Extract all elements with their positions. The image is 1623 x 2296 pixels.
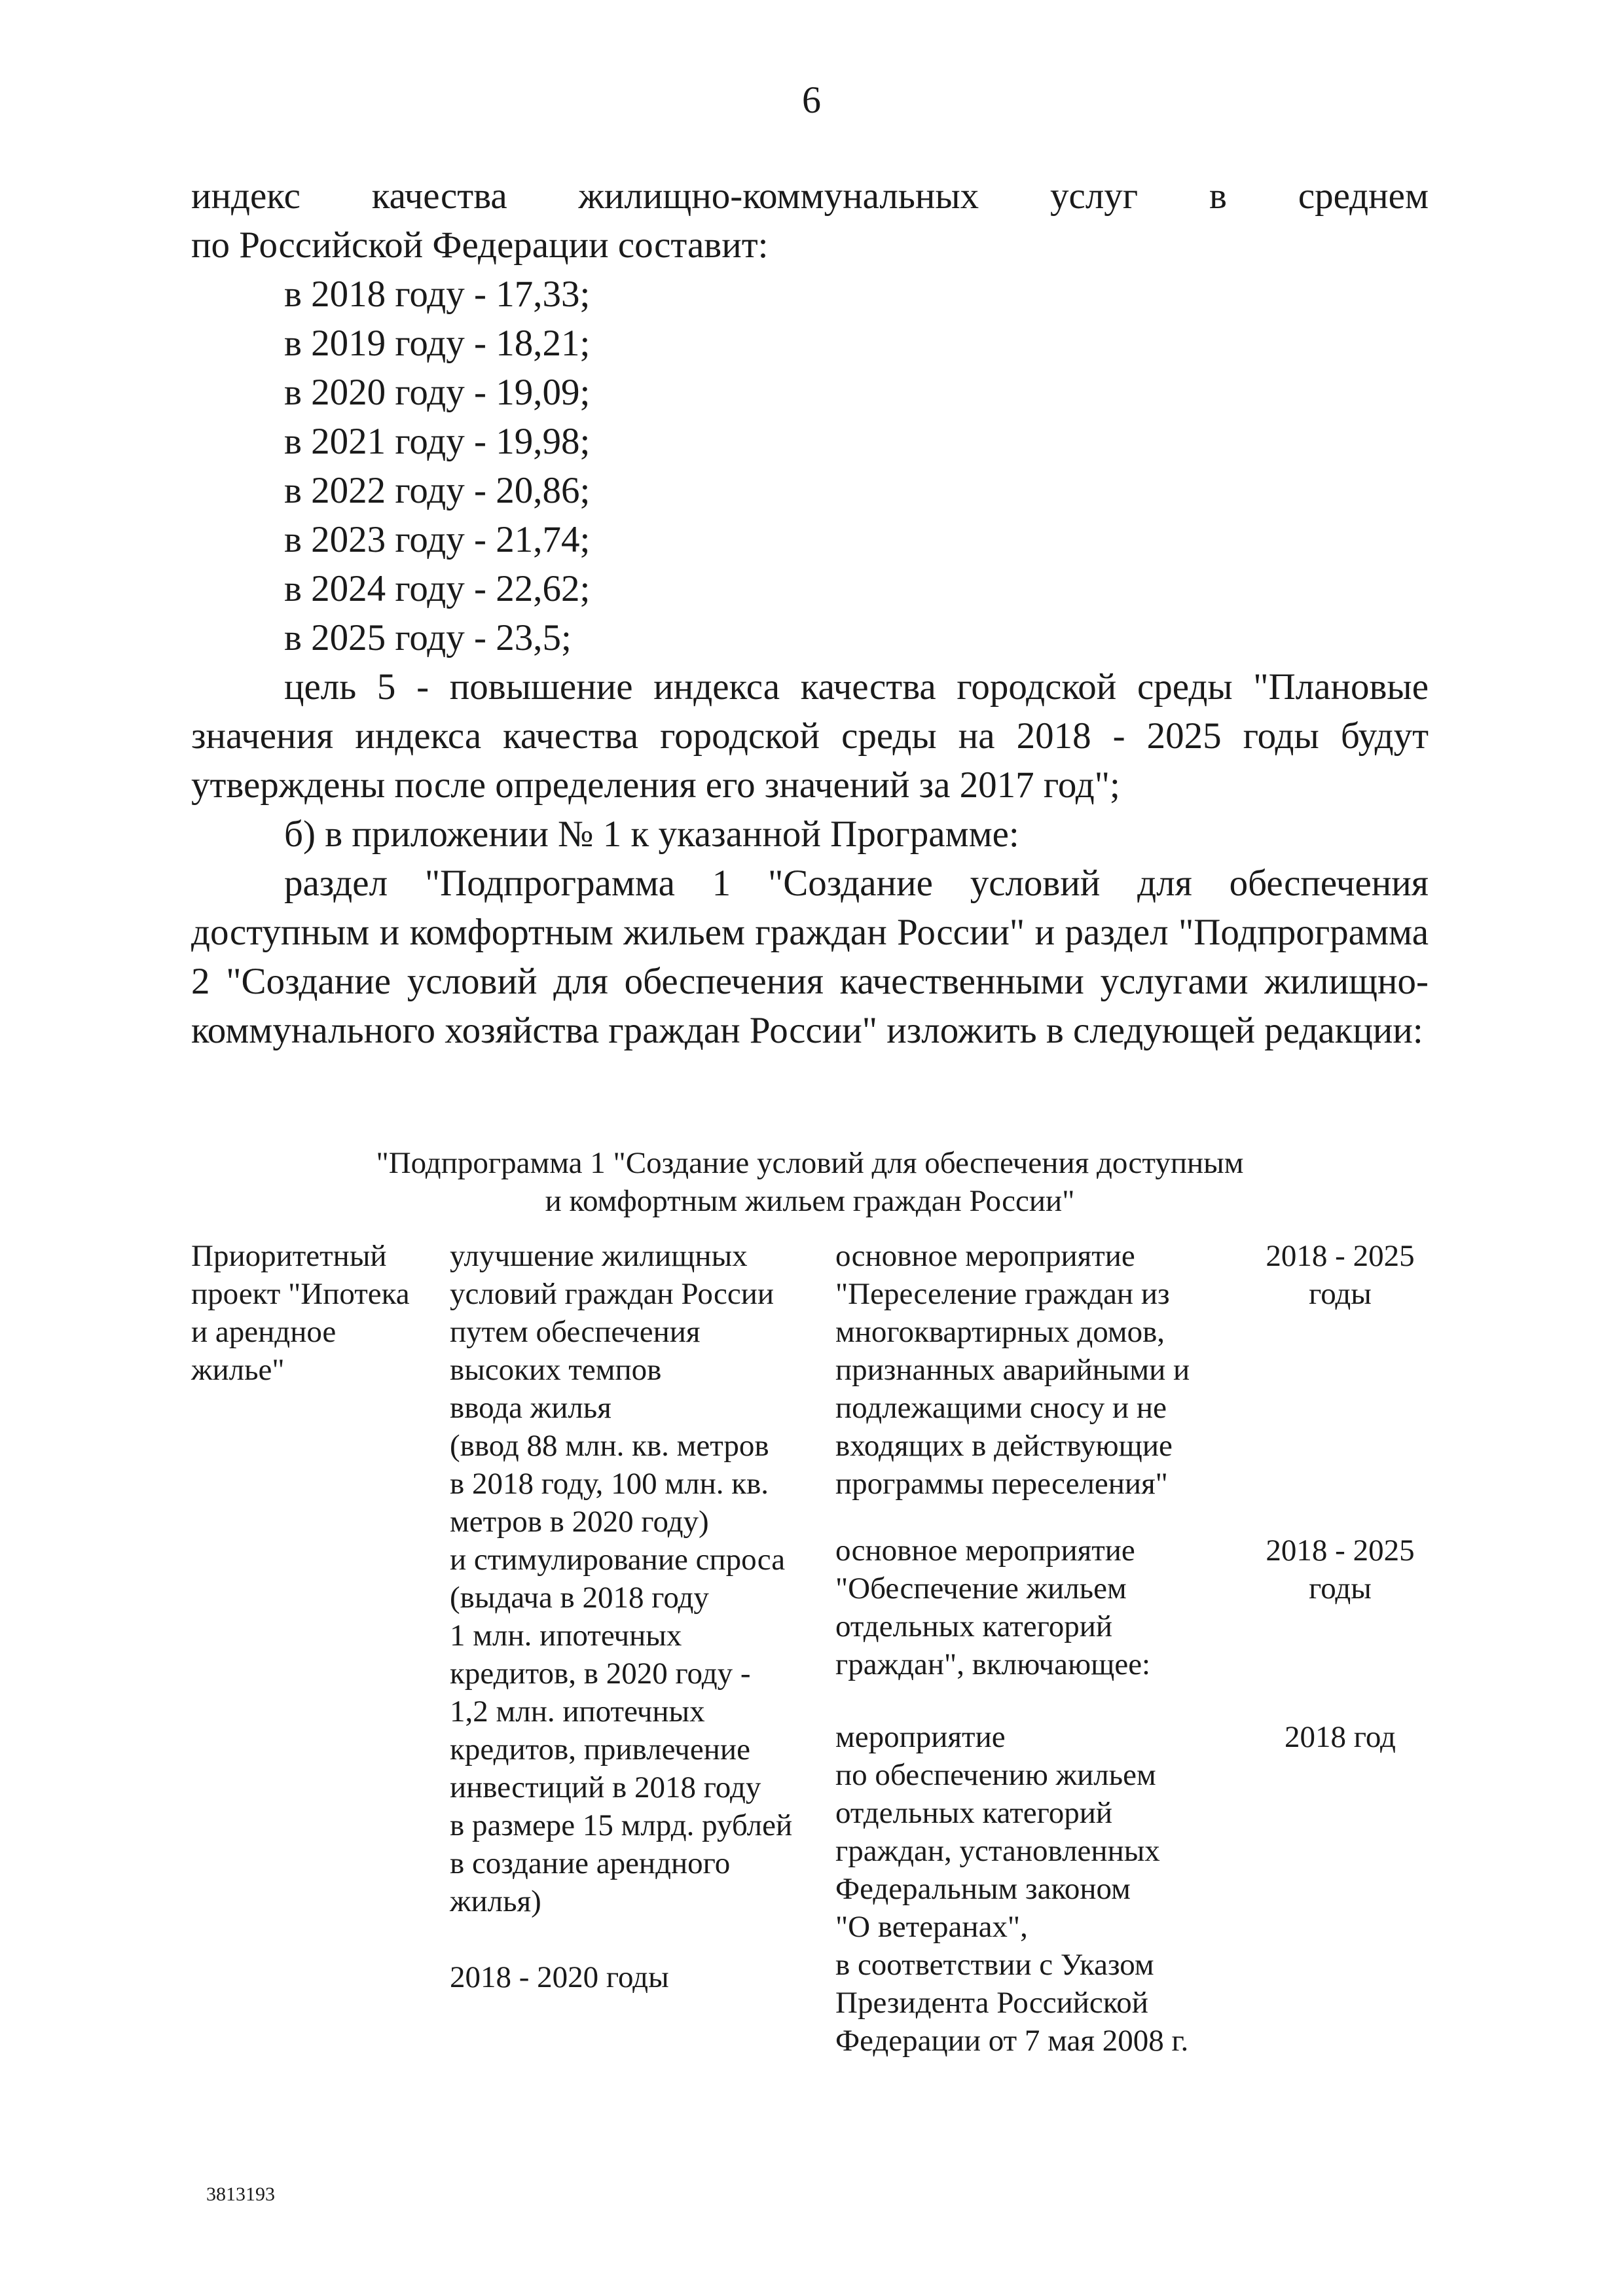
cell-line: Президента Российской bbox=[835, 1986, 1148, 2020]
cell-line: граждан, установленных bbox=[835, 1834, 1160, 1868]
item-b: б) в приложении № 1 к указанной Программе: bbox=[284, 814, 1019, 855]
cell-line: признанных аварийными и bbox=[835, 1353, 1190, 1387]
activity-block-1 bbox=[835, 1237, 1190, 1503]
caption-line-1: "Подпрограмма 1 "Создание условий для обеспечения доступным bbox=[376, 1146, 1244, 1180]
cell-line: и арендное bbox=[191, 1315, 337, 1349]
cell-line: годы bbox=[1309, 1571, 1372, 1605]
goal-column bbox=[450, 1237, 816, 1996]
year-item: в 2019 году - 18,21; bbox=[284, 323, 591, 364]
cell-line: в соответствии с Указом bbox=[835, 1948, 1154, 1982]
cell-line: Федеральным законом bbox=[835, 1872, 1131, 1906]
cell-line: "Переселение граждан из bbox=[835, 1277, 1170, 1311]
cell-line: подлежащими сносу и не bbox=[835, 1391, 1167, 1425]
body-text bbox=[191, 171, 1429, 1055]
cell-line: инвестиций в 2018 году bbox=[450, 1770, 761, 1804]
cell-line: условий граждан России bbox=[450, 1277, 775, 1311]
cell-line: отдельных категорий bbox=[835, 1609, 1113, 1643]
cell-line: жилья) bbox=[450, 1884, 541, 1918]
cell-line: кредитов, в 2020 году - bbox=[450, 1657, 751, 1691]
cell-line: 1 млн. ипотечных bbox=[450, 1619, 682, 1653]
cell-line: основное мероприятие bbox=[835, 1534, 1135, 1568]
subprogram-caption bbox=[191, 1144, 1429, 1220]
cell-line: жилье" bbox=[191, 1353, 285, 1387]
cell-line: ввода жилья bbox=[450, 1391, 611, 1425]
cell-line: (выдача в 2018 году bbox=[450, 1581, 709, 1615]
year-item: в 2020 году - 19,09; bbox=[284, 372, 591, 413]
page-number: 6 bbox=[802, 79, 821, 121]
cell-line: программы переселения" bbox=[835, 1467, 1168, 1501]
document-code: 3813193 bbox=[206, 2183, 275, 2205]
period-block-3 bbox=[1252, 1718, 1429, 1756]
year-item: в 2024 году - 22,62; bbox=[284, 568, 591, 609]
year-item: в 2025 году - 23,5; bbox=[284, 617, 572, 658]
subprogram-table bbox=[191, 1237, 1429, 2101]
cell-line: метров в 2020 году) bbox=[450, 1505, 709, 1539]
caption-line-2: и комфортным жильем граждан России" bbox=[545, 1184, 1075, 1218]
cell-line: путем обеспечения bbox=[450, 1315, 701, 1349]
cell-line: и стимулирование спроса bbox=[450, 1543, 786, 1577]
cell-line: кредитов, привлечение bbox=[450, 1732, 750, 1767]
cell-line: основное мероприятие bbox=[835, 1239, 1135, 1273]
goal-5-paragraph: цель 5 - повышение индекса качества городской среды "Плановые значения индекса качества городской среды на 2018 - 2025 годы будут утверждены после определения его значений за 2017 год"; bbox=[191, 666, 1429, 806]
cell-line: высоких темпов bbox=[450, 1353, 662, 1387]
cell-line: отдельных категорий bbox=[835, 1796, 1113, 1830]
cell-line: в создание арендного bbox=[450, 1846, 731, 1880]
cell-line: 2018 - 2025 bbox=[1266, 1534, 1415, 1568]
period-block-1 bbox=[1252, 1237, 1429, 1313]
cell-line: по обеспечению жильем bbox=[835, 1758, 1156, 1792]
period-block-2 bbox=[1252, 1532, 1429, 1607]
activity-block-3 bbox=[835, 1718, 1188, 2060]
cell-line: (ввод 88 млн. кв. метров bbox=[450, 1429, 769, 1463]
cell-line: "О ветеранах", bbox=[835, 1910, 1028, 1944]
activity-block-2 bbox=[835, 1532, 1150, 1683]
cell-line: Федерации от 7 мая 2008 г. bbox=[835, 2024, 1189, 2058]
cell-line: входящих в действующие bbox=[835, 1429, 1173, 1463]
cell-line: 2018 - 2025 bbox=[1266, 1239, 1415, 1273]
cell-line: годы bbox=[1309, 1277, 1372, 1311]
cell-line: улучшение жилищных bbox=[450, 1239, 748, 1273]
year-item: в 2018 году - 17,33; bbox=[284, 274, 591, 315]
cell-line: Приоритетный bbox=[191, 1239, 387, 1273]
section-paragraph: раздел "Подпрограмма 1 "Создание условий для обеспечения доступным и комфортным жильем граждан России" и раздел "Подпрограмма 2 "Создание условий для обеспечения качественными услугами жилищно-коммунального хозяйства граждан России" изложить в следующей редакции: bbox=[191, 863, 1429, 1051]
intro-line-1: индекс качества жилищно-коммунальных услуг в среднем bbox=[191, 175, 1429, 217]
cell-line: "Обеспечение жильем bbox=[835, 1571, 1127, 1605]
intro-line-2: по Российской Федерации составит: bbox=[191, 224, 769, 266]
priority-project-column bbox=[191, 1237, 440, 1389]
year-item: в 2021 году - 19,98; bbox=[284, 421, 591, 462]
cell-line: в 2018 году, 100 млн. кв. bbox=[450, 1467, 769, 1501]
cell-line: граждан", включающее: bbox=[835, 1647, 1151, 1681]
cell-line: 2018 год bbox=[1285, 1720, 1396, 1754]
cell-line: 1,2 млн. ипотечных bbox=[450, 1695, 705, 1729]
cell-line: в размере 15 млрд. рублей bbox=[450, 1808, 793, 1842]
cell-line: проект "Ипотека bbox=[191, 1277, 410, 1311]
cell-line: мероприятие bbox=[835, 1720, 1006, 1754]
cell-line: многоквартирных домов, bbox=[835, 1315, 1165, 1349]
goal-period: 2018 - 2020 годы bbox=[450, 1960, 669, 1994]
year-item: в 2022 году - 20,86; bbox=[284, 470, 591, 511]
year-item: в 2023 году - 21,74; bbox=[284, 519, 591, 560]
